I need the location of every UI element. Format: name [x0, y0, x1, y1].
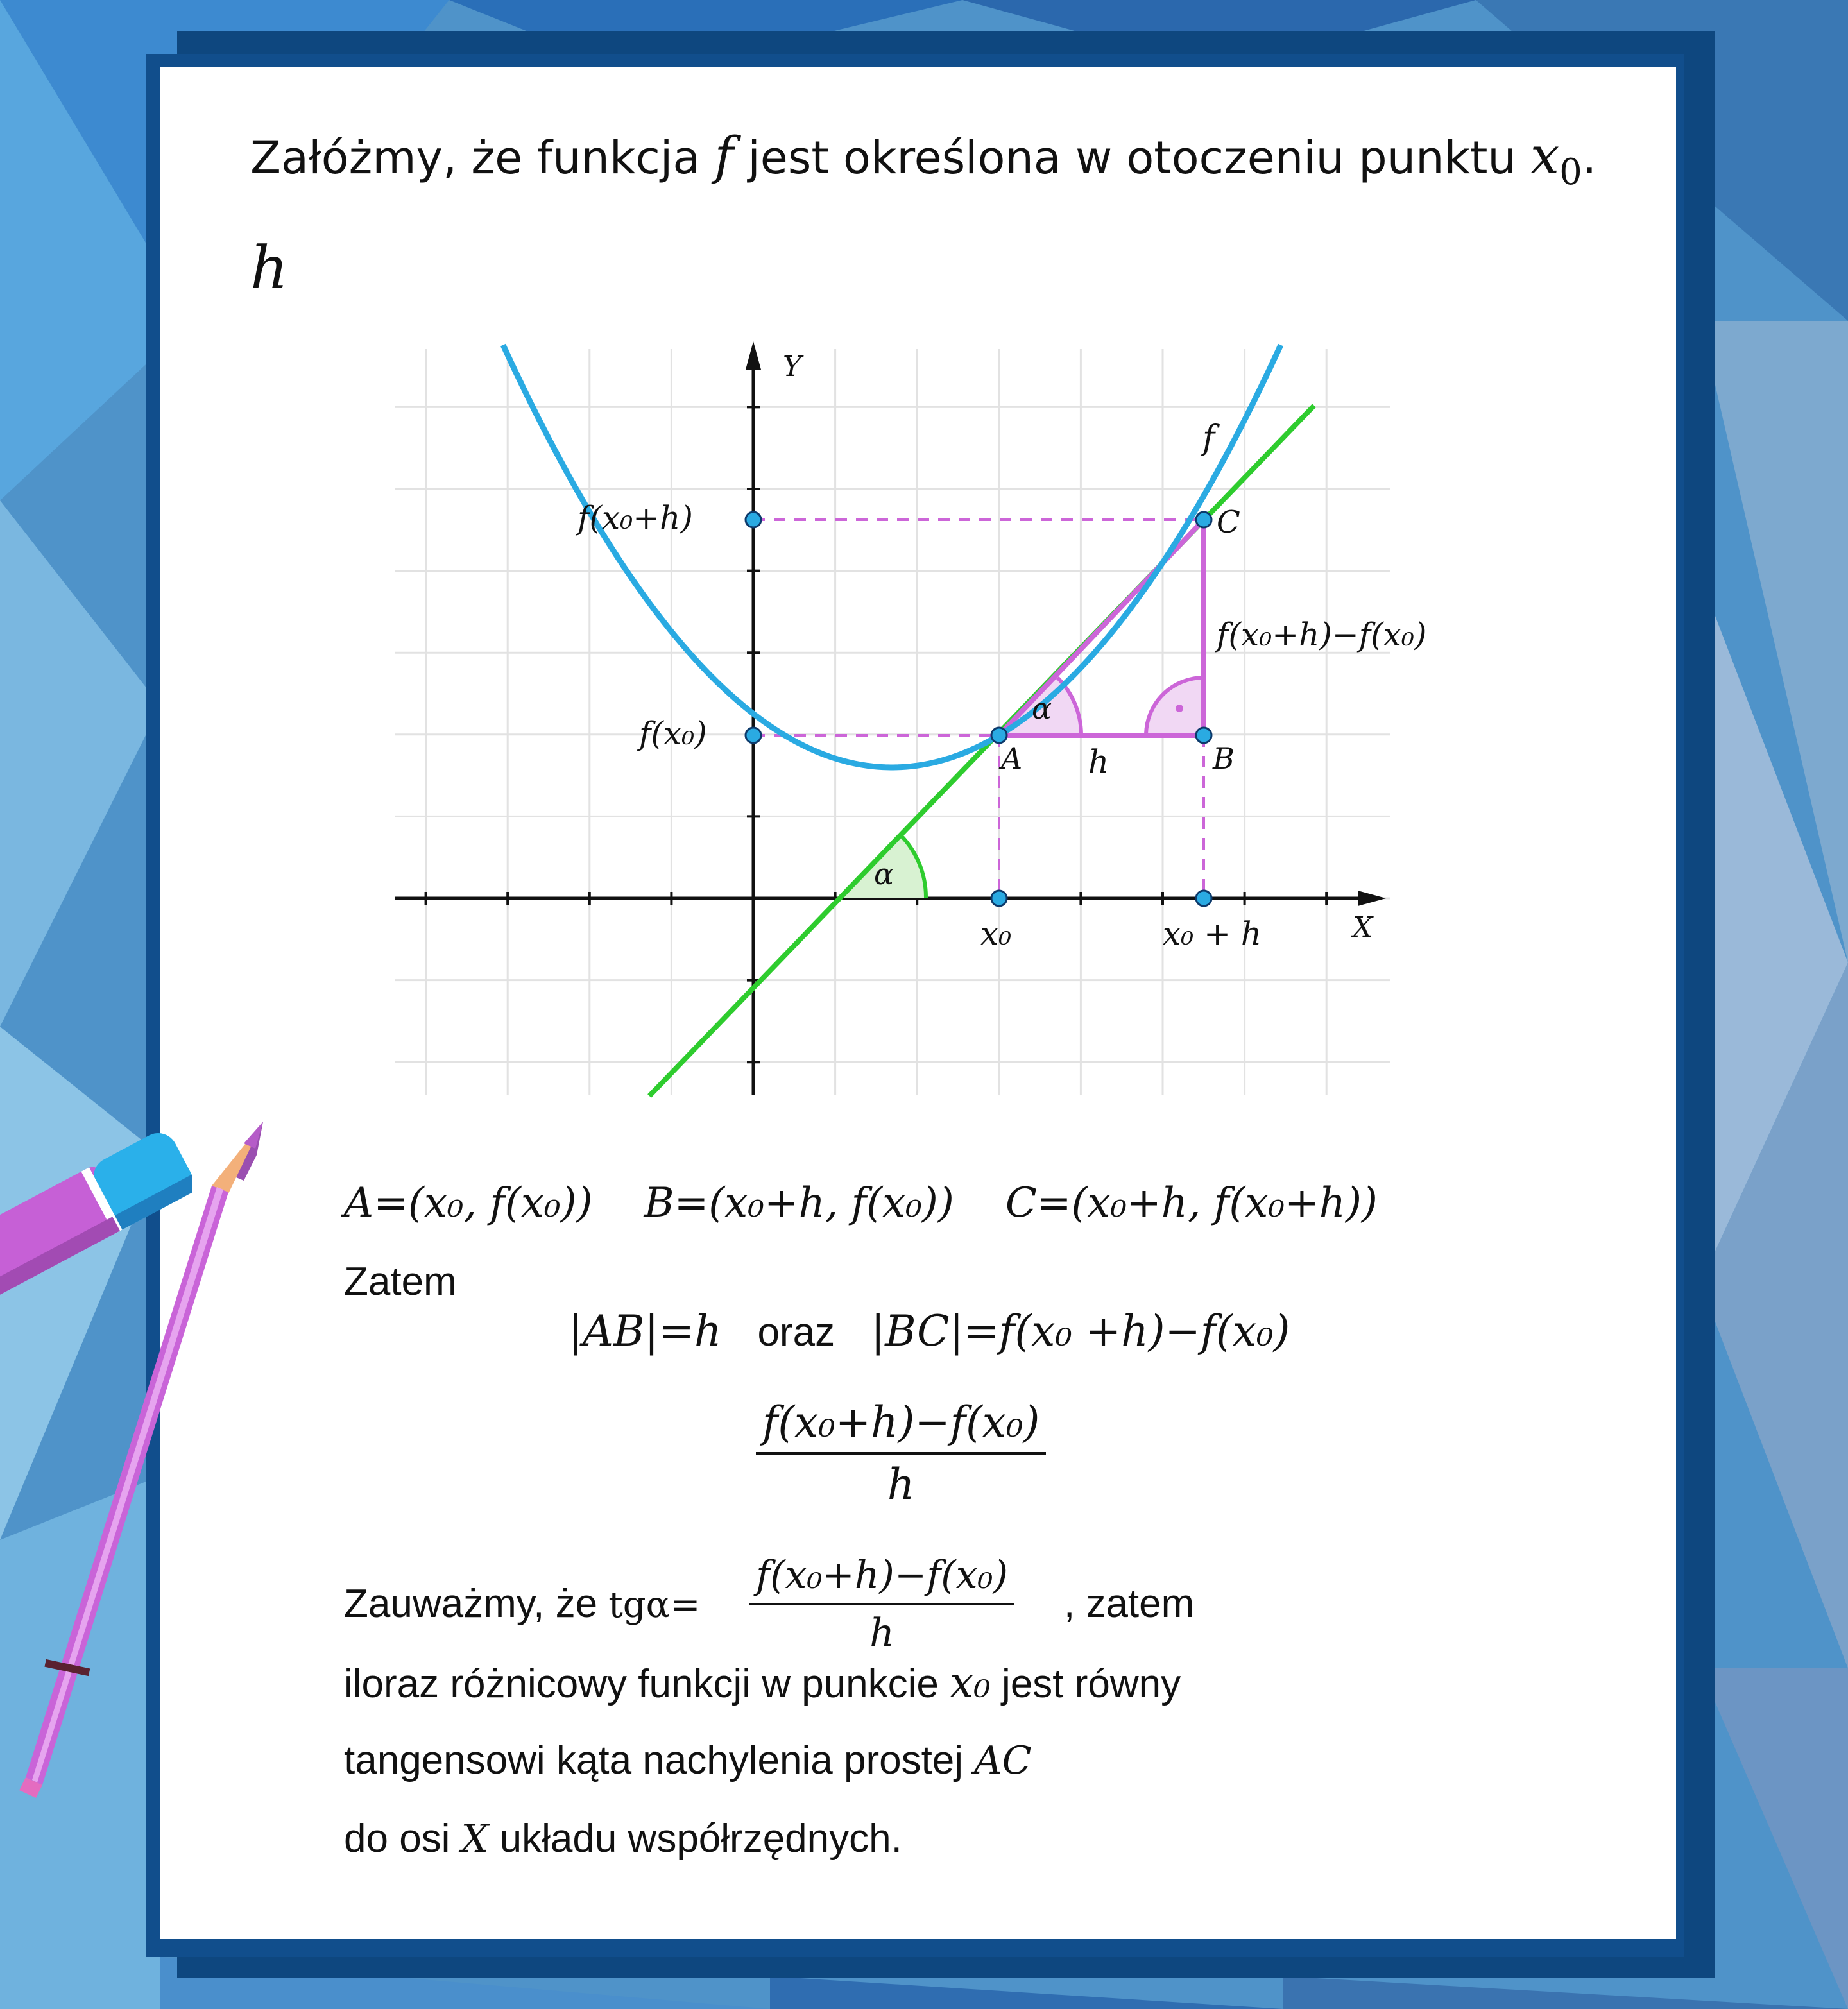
intro-suffix: . [1582, 132, 1597, 184]
x-axis-label: X [1353, 911, 1373, 944]
oraz-text: oraz [757, 1310, 835, 1355]
label-x0: x₀ [980, 915, 1012, 952]
conclusion-line-4 [344, 1816, 902, 1861]
line2-suffix: jest równy [990, 1662, 1181, 1706]
difference-quotient-diagram [385, 334, 1514, 1104]
label-fx0h: f(x₀+h) [578, 499, 693, 536]
y-axis-label: Y [783, 350, 802, 383]
point-x0 [991, 891, 1007, 906]
intro-f: f [714, 126, 734, 185]
quotient-numerator: f(x₀+h)−f(x₀) [756, 1398, 1046, 1455]
point-c-def: C=(x₀+h, f(x₀+h)) [1005, 1179, 1378, 1227]
h-label: h [250, 234, 289, 302]
tg-numerator: f(x₀+h)−f(x₀) [749, 1553, 1014, 1605]
function-label: f [1202, 419, 1215, 457]
point-c [1196, 512, 1211, 527]
label-alpha: α [874, 857, 894, 891]
quotient-denominator: h [887, 1460, 915, 1509]
point-fx0h [746, 512, 761, 527]
difference-quotient [756, 1398, 1046, 1509]
label-b: B [1213, 741, 1235, 776]
line4-prefix: do osi [344, 1817, 461, 1861]
right-angle-dot [1176, 705, 1183, 712]
tg-denominator: h [869, 1611, 894, 1655]
length-bc: |BC|=f(x₀ +h)−f(x₀) [871, 1306, 1290, 1356]
conclusion-zatem: , zatem [1064, 1582, 1195, 1626]
conclusion-prefix: Zauważmy, że [344, 1582, 609, 1626]
label-alpha-upper: α [1032, 691, 1052, 726]
line4-suffix: układu współrzędnych. [488, 1817, 902, 1861]
grid [395, 349, 1390, 1095]
conclusion-line-2 [344, 1658, 1181, 1707]
x-axis-arrow-icon [1358, 891, 1386, 906]
lengths-row [569, 1306, 1290, 1356]
pencil-icon [0, 1110, 295, 1816]
line2-var: x₀ [950, 1658, 991, 1707]
line2-prefix: iloraz różnicowy funkcji w punkcie [344, 1662, 950, 1706]
point-b [1196, 728, 1211, 743]
point-a-def: A=(x₀, f(x₀)) [344, 1179, 593, 1227]
intro-prefix: Załóżmy, że funkcja [250, 132, 715, 184]
tg-alpha: tgα= [608, 1584, 701, 1626]
label-x0h: x₀ + h [1163, 915, 1262, 952]
conclusion-line-3 [344, 1738, 1032, 1783]
conclusion-line-1 [344, 1581, 700, 1627]
tg-fraction [749, 1553, 1014, 1655]
label-a: A [1001, 741, 1023, 776]
line4-var: X [461, 1817, 489, 1861]
label-c: C [1217, 504, 1240, 540]
intro-line [250, 126, 1596, 193]
label-difference: f(x₀+h)−f(x₀) [1217, 616, 1427, 653]
y-axis-arrow-icon [746, 341, 761, 370]
points-definition [344, 1179, 1378, 1227]
intro-x0: $x_0$ [1530, 126, 1582, 193]
line3-var: AC [974, 1738, 1032, 1783]
label-fx0: f(x₀) [639, 715, 707, 752]
length-ab: |AB|=h [569, 1306, 722, 1356]
zatem-text: Zatem [344, 1260, 457, 1304]
point-fx0 [746, 728, 761, 743]
label-h: h [1088, 743, 1109, 780]
intro-middle: jest określona w otoczeniu punktu [733, 132, 1531, 184]
point-x0h [1196, 891, 1211, 906]
point-b-def: B=(x₀+h, f(x₀)) [644, 1179, 954, 1227]
line3-prefix: tangensowi kąta nachylenia prostej [344, 1738, 975, 1782]
